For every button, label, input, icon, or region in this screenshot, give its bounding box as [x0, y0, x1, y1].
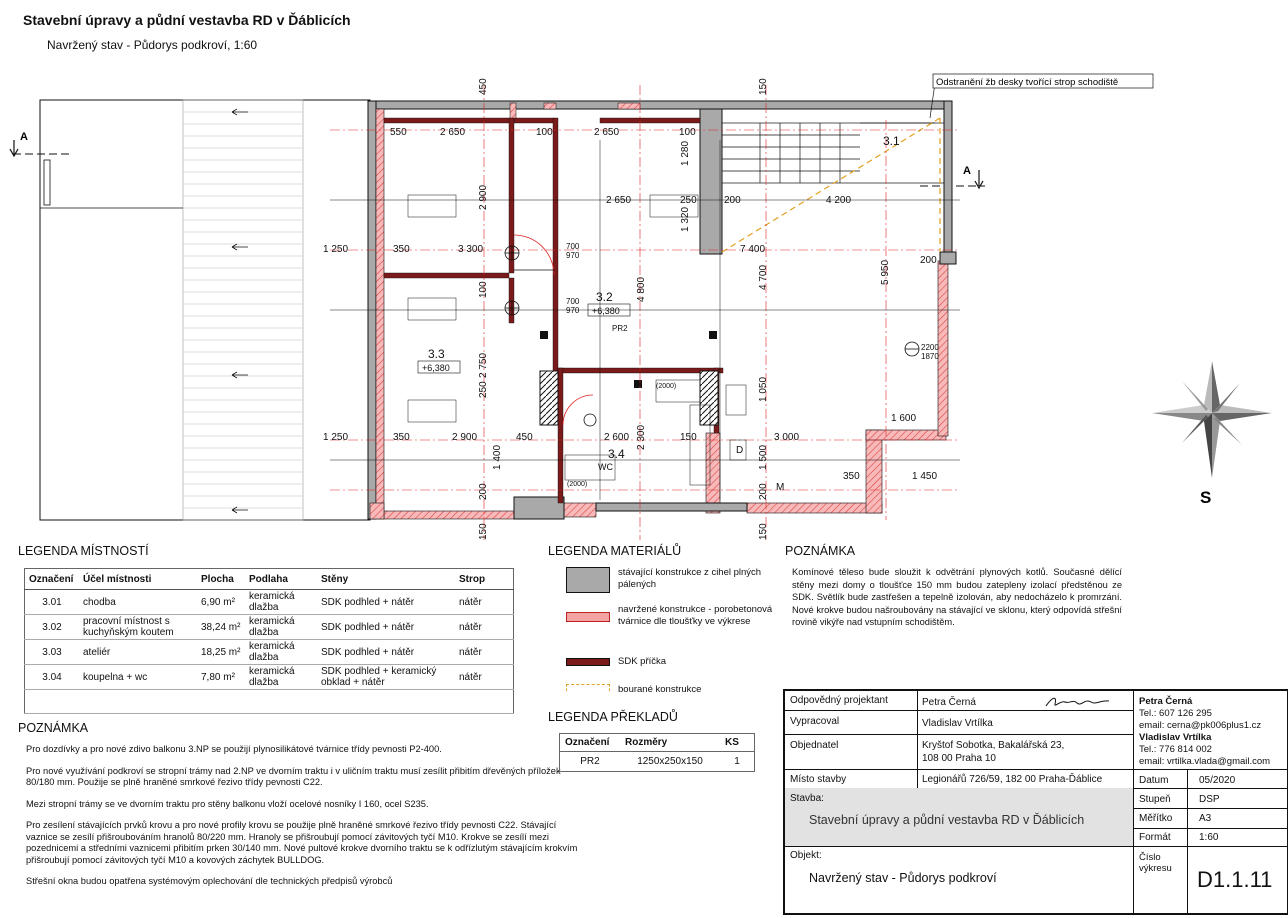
value-client-1: Kryštof Sobotka, Bakalářská 23, [922, 740, 1065, 751]
cell: nátěr [455, 615, 514, 640]
dim-row2-6: 3 000 [774, 432, 800, 443]
dim-row2-4: 2 600 [604, 432, 630, 443]
label-client: Objednatel [790, 740, 839, 751]
staircase [722, 123, 944, 183]
dim-mid-1: 250 [680, 195, 697, 206]
dim-mid-0: 2 650 [606, 195, 632, 206]
note-paragraph: Pro nové využívání podkroví se stropní trámy nad 2.NP ve dvorním traktu i v uličním traktu musí zesílit přibitím dřevěných příložek 80/180 mm. Použije se plně hraněné smrkové řezivo třídy pevnosti C22. [26, 765, 561, 787]
material-label: navržené konstrukce - porobetonová tvárnice dle tloušťky ve výkrese [618, 604, 773, 627]
dim-top-1: 2 650 [440, 127, 466, 138]
vdim-14: 2 300 [636, 424, 647, 450]
rooms-legend-heading: LEGENDA MÍSTNOSTÍ [18, 544, 149, 558]
signature-icon [1043, 694, 1113, 712]
room-level-3-2: +6,380 [592, 306, 620, 316]
vdim-9: 1 280 [680, 140, 691, 166]
title-block [783, 689, 1288, 915]
vdim-8: 5 950 [880, 259, 891, 285]
contact1-email: email: cerna@pk006plus1.cz [1139, 720, 1262, 731]
notes-right-heading: POZNÁMKA [785, 544, 856, 558]
contact2-tel: Tel.: 776 814 002 [1139, 744, 1212, 755]
value-stage: DSP [1199, 794, 1220, 805]
vdim-18: 150 [758, 78, 769, 95]
table-row [25, 590, 514, 615]
contact2-email: email: vrtilka.vlada@gmail.com [1139, 756, 1271, 767]
col-header: KS [720, 734, 755, 752]
label-scale: Měřítko [1139, 813, 1173, 824]
value-client-2: 108 00 Praha 10 [922, 753, 996, 764]
dim-misc-2: 350 [843, 471, 860, 482]
vdim-7: 4 700 [758, 264, 769, 290]
swatch-new [566, 612, 610, 622]
contact2-name: Vladislav Vrtílka [1139, 732, 1212, 743]
room-label-3-3: 3.3 [428, 347, 445, 361]
cell: pracovní místnost s kuchyňským koutem [79, 615, 197, 640]
door-w-1: 700 [566, 297, 580, 306]
fixture-m: M [776, 482, 785, 493]
table-row [560, 752, 755, 772]
vdim-17: 450 [478, 78, 489, 95]
notes-left [26, 744, 586, 898]
vdim-1: 100 [478, 281, 489, 298]
table-row [25, 665, 514, 690]
dim-misc-5: (2000) [567, 481, 588, 488]
value-scale: A3 [1199, 813, 1212, 824]
cell: 18,25 m² [197, 640, 245, 665]
dim-row2-1: 350 [393, 432, 410, 443]
contact1-name: Petra Černá [1139, 696, 1193, 707]
room-level-3-3: +6,380 [422, 363, 450, 373]
vdim-10: 1 320 [680, 206, 691, 232]
door-h-0: 970 [566, 251, 580, 260]
label-responsible: Odpovědný projektant [790, 695, 888, 706]
col-header: Podlaha [245, 569, 317, 590]
value-object: Navržený stav - Půdorys podkroví [809, 871, 997, 885]
label-format: Formát [1139, 832, 1171, 843]
cell: keramická dlažba [245, 590, 317, 615]
col-header: Označení [560, 734, 621, 752]
value-building: Stavební úpravy a půdní vestavba RD v Ďáblicích [809, 813, 1085, 827]
door-w-0: 700 [566, 242, 580, 251]
table-row [25, 640, 514, 665]
value-site: Legionářů 726/59, 182 00 Praha-Ďáblice [922, 774, 1103, 785]
roof-outline [40, 100, 370, 520]
drawing-number: D1.1.11 [1197, 867, 1273, 892]
dim-row1-2: 3 300 [458, 244, 484, 255]
vdim-13: 200 [758, 483, 769, 500]
compass-letter: S [1200, 488, 1212, 507]
vdim-15: 150 [478, 523, 489, 540]
drawing-title: Stavební úpravy a půdní vestavba RD v Ďáblicích [23, 12, 351, 28]
cell: nátěr [455, 665, 514, 690]
cell: SDK podhled + nátěr [317, 640, 455, 665]
col-header: Účel místnosti [79, 569, 197, 590]
swatch-existing [566, 567, 610, 593]
room-label-3-2: 3.2 [596, 290, 613, 304]
section-label-left: A [20, 131, 28, 143]
cell: nátěr [455, 590, 514, 615]
door-h-1: 970 [566, 306, 580, 315]
dim-mid-5: 200 [920, 255, 937, 266]
dim-row2-2: 2 900 [452, 432, 478, 443]
dim-top-0: 550 [390, 127, 407, 138]
value-format: 1:60 [1199, 832, 1219, 843]
cell: 7,80 m² [197, 665, 245, 690]
swatch-sdk [566, 658, 610, 666]
dim-mid-3: 4 200 [826, 195, 852, 206]
rooms-table [24, 568, 514, 714]
label-prepared: Vypracoval [790, 716, 840, 727]
vdim-3: 250 [478, 381, 489, 398]
material-label: SDK příčka [618, 656, 667, 667]
dim-top-3: 2 650 [594, 127, 620, 138]
notes-right-text: Komínové těleso bude sloužit k odvětrání plynových kotlů. Současné dělící stěny mezi domy o tloušťce 150 mm budou zatepleny izolací předstěnou ze SDK. Světlík bude zastřešen a tepelně izolován, aby nedocházelo k promrzání. Nové krokve budou našroubovány na stávající ve sklonu, který odpovídá střešní rovině vikýře nad vstupním schodištěm. [792, 567, 1122, 627]
cell: keramická dlažba [245, 665, 317, 690]
dim-top-2: 100 [536, 127, 553, 138]
cell: SDK podhled + keramický obklad + nátěr [317, 665, 455, 690]
vdim-0: 2 900 [478, 184, 489, 210]
section-label-right: A [963, 165, 971, 177]
dim-misc-1: 1 450 [912, 471, 938, 482]
cell: ateliér [79, 640, 197, 665]
label-site: Místo stavby [790, 774, 847, 785]
cell: 3.02 [25, 615, 80, 640]
dim-row2-3: 450 [516, 432, 533, 443]
dim-row1-0: 1 250 [323, 244, 349, 255]
annotation-stair: Odstranění žb desky tvořící strop schodiště [936, 77, 1119, 88]
notes-left-heading: POZNÁMKA [18, 721, 89, 735]
value-prepared: Vladislav Vrtílka [922, 718, 993, 729]
note-paragraph: Střešní okna budou opatřena systémovým oplechování dle technických předpisů výrobců [26, 876, 393, 886]
materials-legend-heading: LEGENDA MATERIÁLŮ [548, 544, 682, 558]
fixture-d: D [736, 445, 744, 456]
swatch-demolished [566, 684, 610, 691]
note-paragraph: Pro zesílení stávajících prvků krovu a pro nové profily krovu se použije plně hraněné smrkové řezivo třídy pevnosti C22. Stávající vaznice se zesílí přišroubováním hranolů 80/220 mm. Hranoly se přišroubují pomocí závitových tyčí M10. Krokve se zesílí mezi pozednicemi a středními vaznicemi přibitím prken 30/140 mm. Nové pultové krokve dvorního traktu se k odřízlutým stávajícím krokvím přišroubují pomocí závitových tyčí M10 a kovových záchytek BULLDOG. [26, 820, 578, 865]
cell: nátěr [455, 640, 514, 665]
col-header: Označení [25, 569, 80, 590]
col-header: Plocha [197, 569, 245, 590]
cell: 1250x250x150 [637, 756, 703, 767]
vdim-12: 1 500 [758, 444, 769, 470]
dim-mid-4: 7 400 [740, 244, 766, 255]
cell: koupelna + wc [79, 665, 197, 690]
cell: 3.04 [25, 665, 80, 690]
dim-misc-6: (2000) [656, 383, 677, 390]
cell: 3.03 [25, 640, 80, 665]
cell: 6,90 m² [197, 590, 245, 615]
rooms-table-header [25, 569, 514, 590]
lintels-table [559, 733, 755, 772]
note-paragraph: Mezi stropní trámy se ve dvorním traktu pro stěny balkonu vloží ocelové nosníky I 160, ocel S235. [26, 798, 429, 809]
cell: 3.01 [25, 590, 80, 615]
table-row [25, 690, 514, 714]
dim-top-4: 100 [679, 127, 696, 138]
cell: SDK podhled + nátěr [317, 590, 455, 615]
label-building: Stavba: [790, 793, 824, 804]
vdim-5: 200 [478, 483, 489, 500]
label-drawing-no-1: Číslo [1139, 852, 1161, 863]
room-label-3-1: 3.1 [883, 134, 900, 148]
lintel-tag: PR2 [612, 324, 628, 333]
dim-row1-1: 350 [393, 244, 410, 255]
cell: keramická dlažba [245, 640, 317, 665]
vdim-16: 150 [758, 523, 769, 540]
dim-misc-3: 2200 [921, 343, 939, 352]
contact1-tel: Tel.: 607 126 295 [1139, 708, 1212, 719]
dim-misc-0: 1 600 [891, 413, 917, 424]
cell: 38,24 m² [197, 615, 245, 640]
label-drawing-no-2: výkresu [1139, 863, 1172, 874]
dim-row2-0: 1 250 [323, 432, 349, 443]
table-row [25, 615, 514, 640]
dim-misc-4: 1870 [921, 352, 939, 361]
vdim-6: 4 800 [636, 276, 647, 302]
label-object: Objekt: [790, 850, 822, 861]
material-label: bourané konstrukce [618, 684, 702, 695]
cell: keramická dlažba [245, 615, 317, 640]
label-date: Datum [1139, 775, 1169, 786]
demolished-lines [722, 118, 940, 252]
col-header: Stěny [317, 569, 455, 590]
cell: 1 [734, 756, 740, 767]
material-label: stávající konstrukce z cihel plných pálených [618, 567, 762, 590]
cell: SDK podhled + nátěr [317, 615, 455, 640]
note-paragraph: Pro dozdívky a pro nové zdivo balkonu 3.NP se použijí plynosilikátové tvárnice třídy pevnosti P2-400. [26, 744, 442, 754]
compass-icon [1152, 361, 1272, 478]
value-date: 05/2020 [1199, 775, 1236, 786]
cell: PR2 [580, 756, 600, 767]
cell: chodba [79, 590, 197, 615]
value-responsible: Petra Černá [922, 697, 976, 708]
lintels-legend-heading: LEGENDA PŘEKLADŮ [548, 710, 678, 724]
dim-mid-2: 200 [724, 195, 741, 206]
dim-row2-5: 150 [680, 432, 697, 443]
col-header: Strop [455, 569, 514, 590]
vdim-11: 1 050 [758, 376, 769, 402]
label-stage: Stupeň [1139, 794, 1171, 805]
wc-label: WC [598, 462, 613, 472]
drawing-subtitle: Navržený stav - Půdorys podkroví, 1:60 [47, 38, 258, 52]
room-label-3-4: 3.4 [608, 447, 625, 461]
vdim-2: 2 750 [478, 352, 489, 378]
col-header: Rozměry [620, 734, 720, 752]
vdim-4: 1 400 [492, 444, 503, 470]
